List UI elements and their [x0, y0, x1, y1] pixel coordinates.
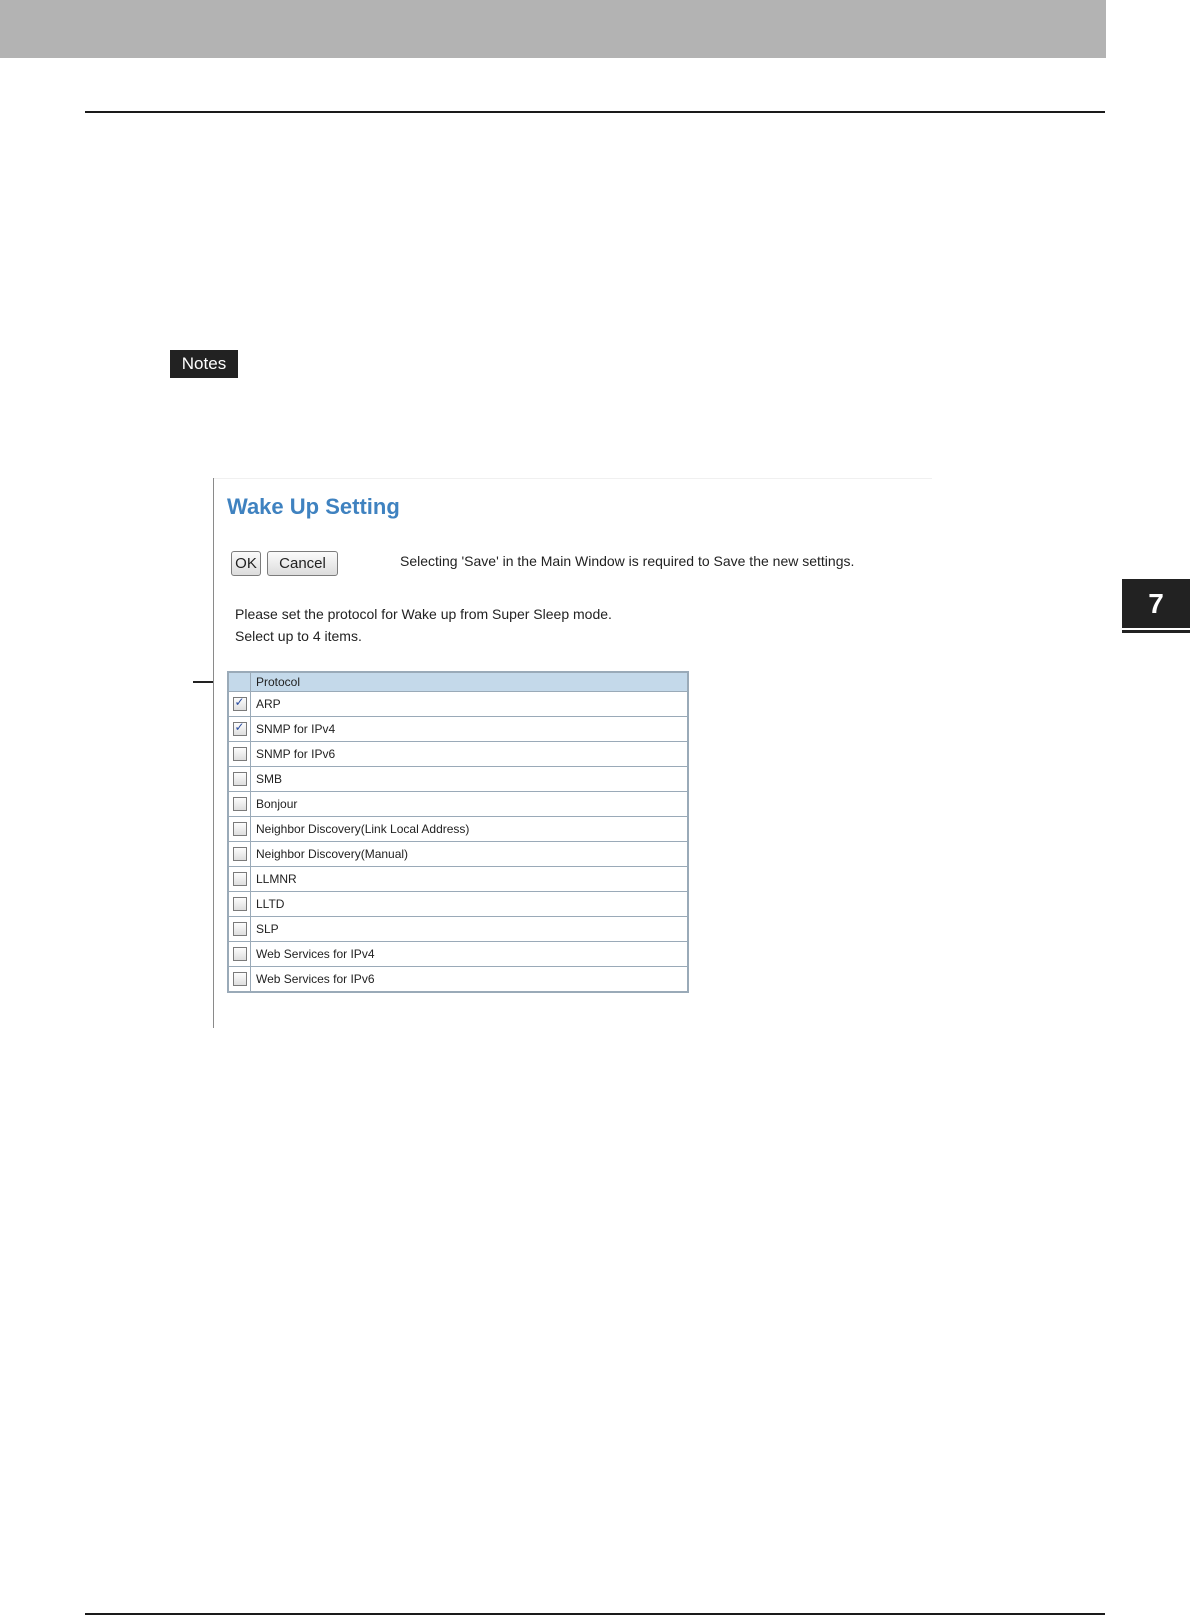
checkbox-cell [228, 692, 251, 717]
checkbox-cell [228, 717, 251, 742]
protocol-checkbox[interactable] [233, 947, 247, 961]
footer-rule [85, 1613, 1105, 1615]
table-row [228, 917, 688, 942]
protocol-label: Web Services for IPv6 [251, 967, 689, 993]
checkbox-cell [228, 867, 251, 892]
checkbox-cell [228, 942, 251, 967]
table-row [228, 767, 688, 792]
protocol-rows [228, 692, 688, 993]
protocol-label: Neighbor Discovery(Manual) [251, 842, 689, 867]
checkbox-cell [228, 917, 251, 942]
header-rule [85, 111, 1105, 113]
protocol-checkbox[interactable] [233, 847, 247, 861]
callout-line [193, 681, 213, 683]
cancel-button[interactable]: Cancel [267, 551, 338, 576]
protocol-checkbox[interactable] [233, 722, 247, 736]
protocol-column-header: Protocol [251, 672, 689, 692]
ok-button[interactable]: OK [231, 551, 261, 576]
protocol-label: SLP [251, 917, 689, 942]
protocol-label: SNMP for IPv4 [251, 717, 689, 742]
page-header-band [0, 0, 1106, 58]
table-row [228, 942, 688, 967]
save-notice: Selecting 'Save' in the Main Window is required to Save the new settings. [400, 553, 855, 569]
protocol-checkbox[interactable] [233, 972, 247, 986]
instruction-text: Please set the protocol for Wake up from Super Sleep mode. [235, 606, 612, 622]
notes-label: Notes [170, 350, 238, 378]
table-row [228, 967, 688, 993]
page-title: Wake Up Setting [227, 494, 400, 519]
table-row [228, 717, 688, 742]
protocol-label: LLTD [251, 892, 689, 917]
table-row [228, 867, 688, 892]
table-header-row [228, 672, 688, 692]
checkbox-cell [228, 767, 251, 792]
protocol-checkbox[interactable] [233, 747, 247, 761]
checkbox-cell [228, 892, 251, 917]
table-row [228, 817, 688, 842]
protocol-label: LLMNR [251, 867, 689, 892]
protocol-label: Web Services for IPv4 [251, 942, 689, 967]
protocol-label: ARP [251, 692, 689, 717]
checkbox-column-header [228, 672, 251, 692]
chapter-tab-rule [1122, 630, 1190, 633]
checkbox-cell [228, 842, 251, 867]
protocol-checkbox[interactable] [233, 697, 247, 711]
checkbox-cell [228, 792, 251, 817]
screenshot-frame-left [213, 478, 214, 1028]
protocol-checkbox[interactable] [233, 772, 247, 786]
table-row [228, 842, 688, 867]
protocol-checkbox[interactable] [233, 797, 247, 811]
chapter-tab: 7 [1122, 579, 1190, 628]
protocol-label: Neighbor Discovery(Link Local Address) [251, 817, 689, 842]
table-row [228, 892, 688, 917]
protocol-checkbox[interactable] [233, 872, 247, 886]
protocol-table [227, 671, 689, 993]
protocol-label: Bonjour [251, 792, 689, 817]
protocol-checkbox[interactable] [233, 922, 247, 936]
table-row [228, 742, 688, 767]
table-row [228, 792, 688, 817]
checkbox-cell [228, 817, 251, 842]
checkbox-cell [228, 967, 251, 993]
table-row [228, 692, 688, 717]
protocol-label: SMB [251, 767, 689, 792]
screenshot-frame-top [214, 478, 932, 479]
selection-limit-text: Select up to 4 items. [235, 628, 362, 644]
checkbox-cell [228, 742, 251, 767]
protocol-checkbox[interactable] [233, 822, 247, 836]
protocol-label: SNMP for IPv6 [251, 742, 689, 767]
protocol-checkbox[interactable] [233, 897, 247, 911]
